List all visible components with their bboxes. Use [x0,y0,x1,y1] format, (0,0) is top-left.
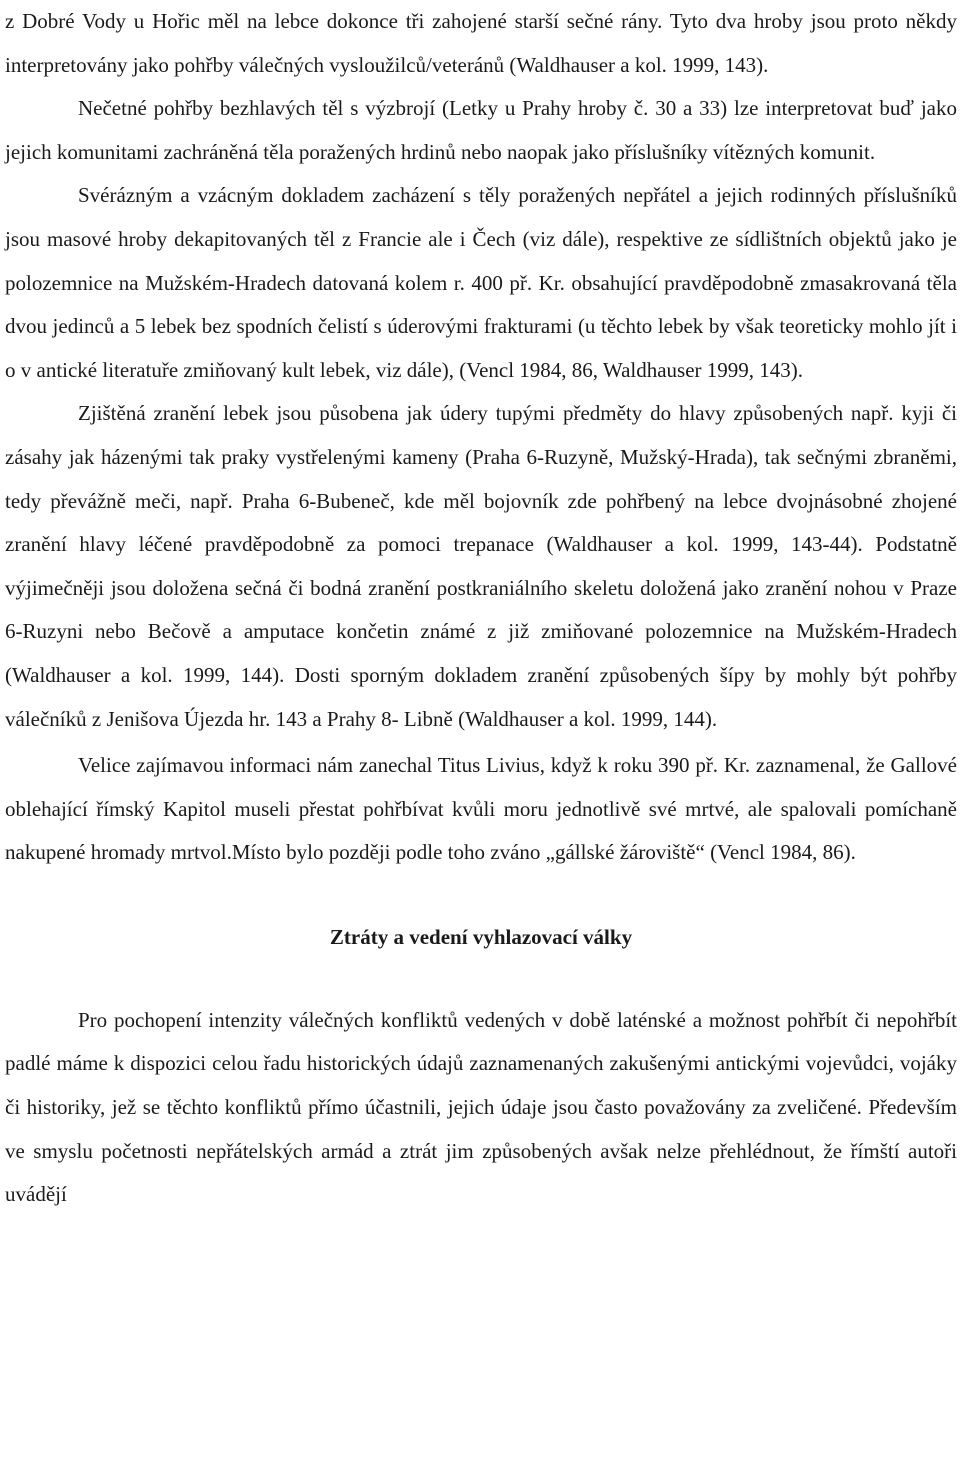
document-page [5,0,957,1217]
paragraph-mass-graves: Svérázným a vzácným dokladem zacházení s těly poražených nepřátel a jejich rodinných příslušníků jsou masové hroby dekapitovaných těl z Francie ale i Čech (viz dále), respektive ze sídlištních objektů jako je polozemnice na Mužském-Hradech datovaná kolem r. 400 př. Kr. obsahující pravděpodobně zmasakrovaná těla dvou jedinců a 5 lebek bez spodních čelistí s úderovými frakturami (u těchto lebek by však teoreticky mohlo jít i o v antické literatuře zmiňovaný kult lebek, viz dále), (Vencl 1984, 86, Waldhauser 1999, 143). [5,183,957,382]
section-heading: Ztráty a vedení vyhlazovací války [329,924,633,949]
paragraph-headless-burials: Nečetné pohřby bezhlavých těl s výzbrojí (Letky u Prahy hroby č. 30 a 33) lze interpretovat buď jako jejich komunitami zachráněná těla poražených hrdinů nebo naopak jako příslušníky vítězných komunit. [5,96,957,164]
paragraph-titus-livius: Velice zajímavou informaci nám zanechal Titus Livius, když k roku 390 př. Kr. zaznamenal, že Gallové oblehající římský Kapitol museli přestat pohřbívat kvůli moru jednotlivě své mrtvé, ale spalovali pomíchaně nakupené hromady mrtvol.Místo bylo později podle toho zváno „gállské žároviště“ (Vencl 1984, 86). [5,753,957,865]
paragraph-intensity-of-conflicts: Pro pochopení intenzity válečných konfliktů vedených v době laténské a možnost pohřbít či nepohřbít padlé máme k dispozici celou řadu historických údajů zaznamenaných zakušenými antickými vojevůdci, vojáky či historiky, jež se těchto konfliktů přímo účastnili, jejich údaje jsou často považovány za zveličené. Především ve smyslu početnosti nepřátelských armád a ztrát jim způsobených avšak nelze přehlédnout, že římští autoři uvádějí [5,1007,957,1207]
paragraph-skull-injuries: Zjištěná zranění lebek jsou působena jak údery tupými předměty do hlavy způsobených např. kyji či zásahy jak házenými tak praky vystřelenými kameny (Praha 6-Ruzyně, Mužský-Hrada), tak sečnými zbraněmi, tedy převážně meči, např. Praha 6-Bubeneč, kde měl bojovník zde pohřbený na lebce dvojnásobné zhojené zranění hlavy léčené pravděpodobně za pomoci trepanace (Waldhauser a kol. 1999, 143-44). Podstatně výjimečněji jsou doložena sečná či bodná zranění postkraniálního skeletu doložená jako zranění nohou v Praze 6-Ruzyni nebo Bečově a amputace končetin známé z již zmiňované polozemnice na Mužském-Hradech (Waldhauser a kol. 1999, 144). Dosti sporným dokladem zranění způsobených šípy by mohly být pohřby válečníků z Jenišova Újezda hr. 143 a Prahy 8- Libně (Waldhauser a kol. 1999, 144). [5,401,957,731]
paragraph-continuation: z Dobré Vody u Hořic měl na lebce dokonce tři zahojené starší sečné rány. Tyto dva hroby jsou proto někdy interpretovány jako pohřby válečných vysloužilců/veteránů (Waldhauser a kol. 1999, 143). [5,9,957,77]
